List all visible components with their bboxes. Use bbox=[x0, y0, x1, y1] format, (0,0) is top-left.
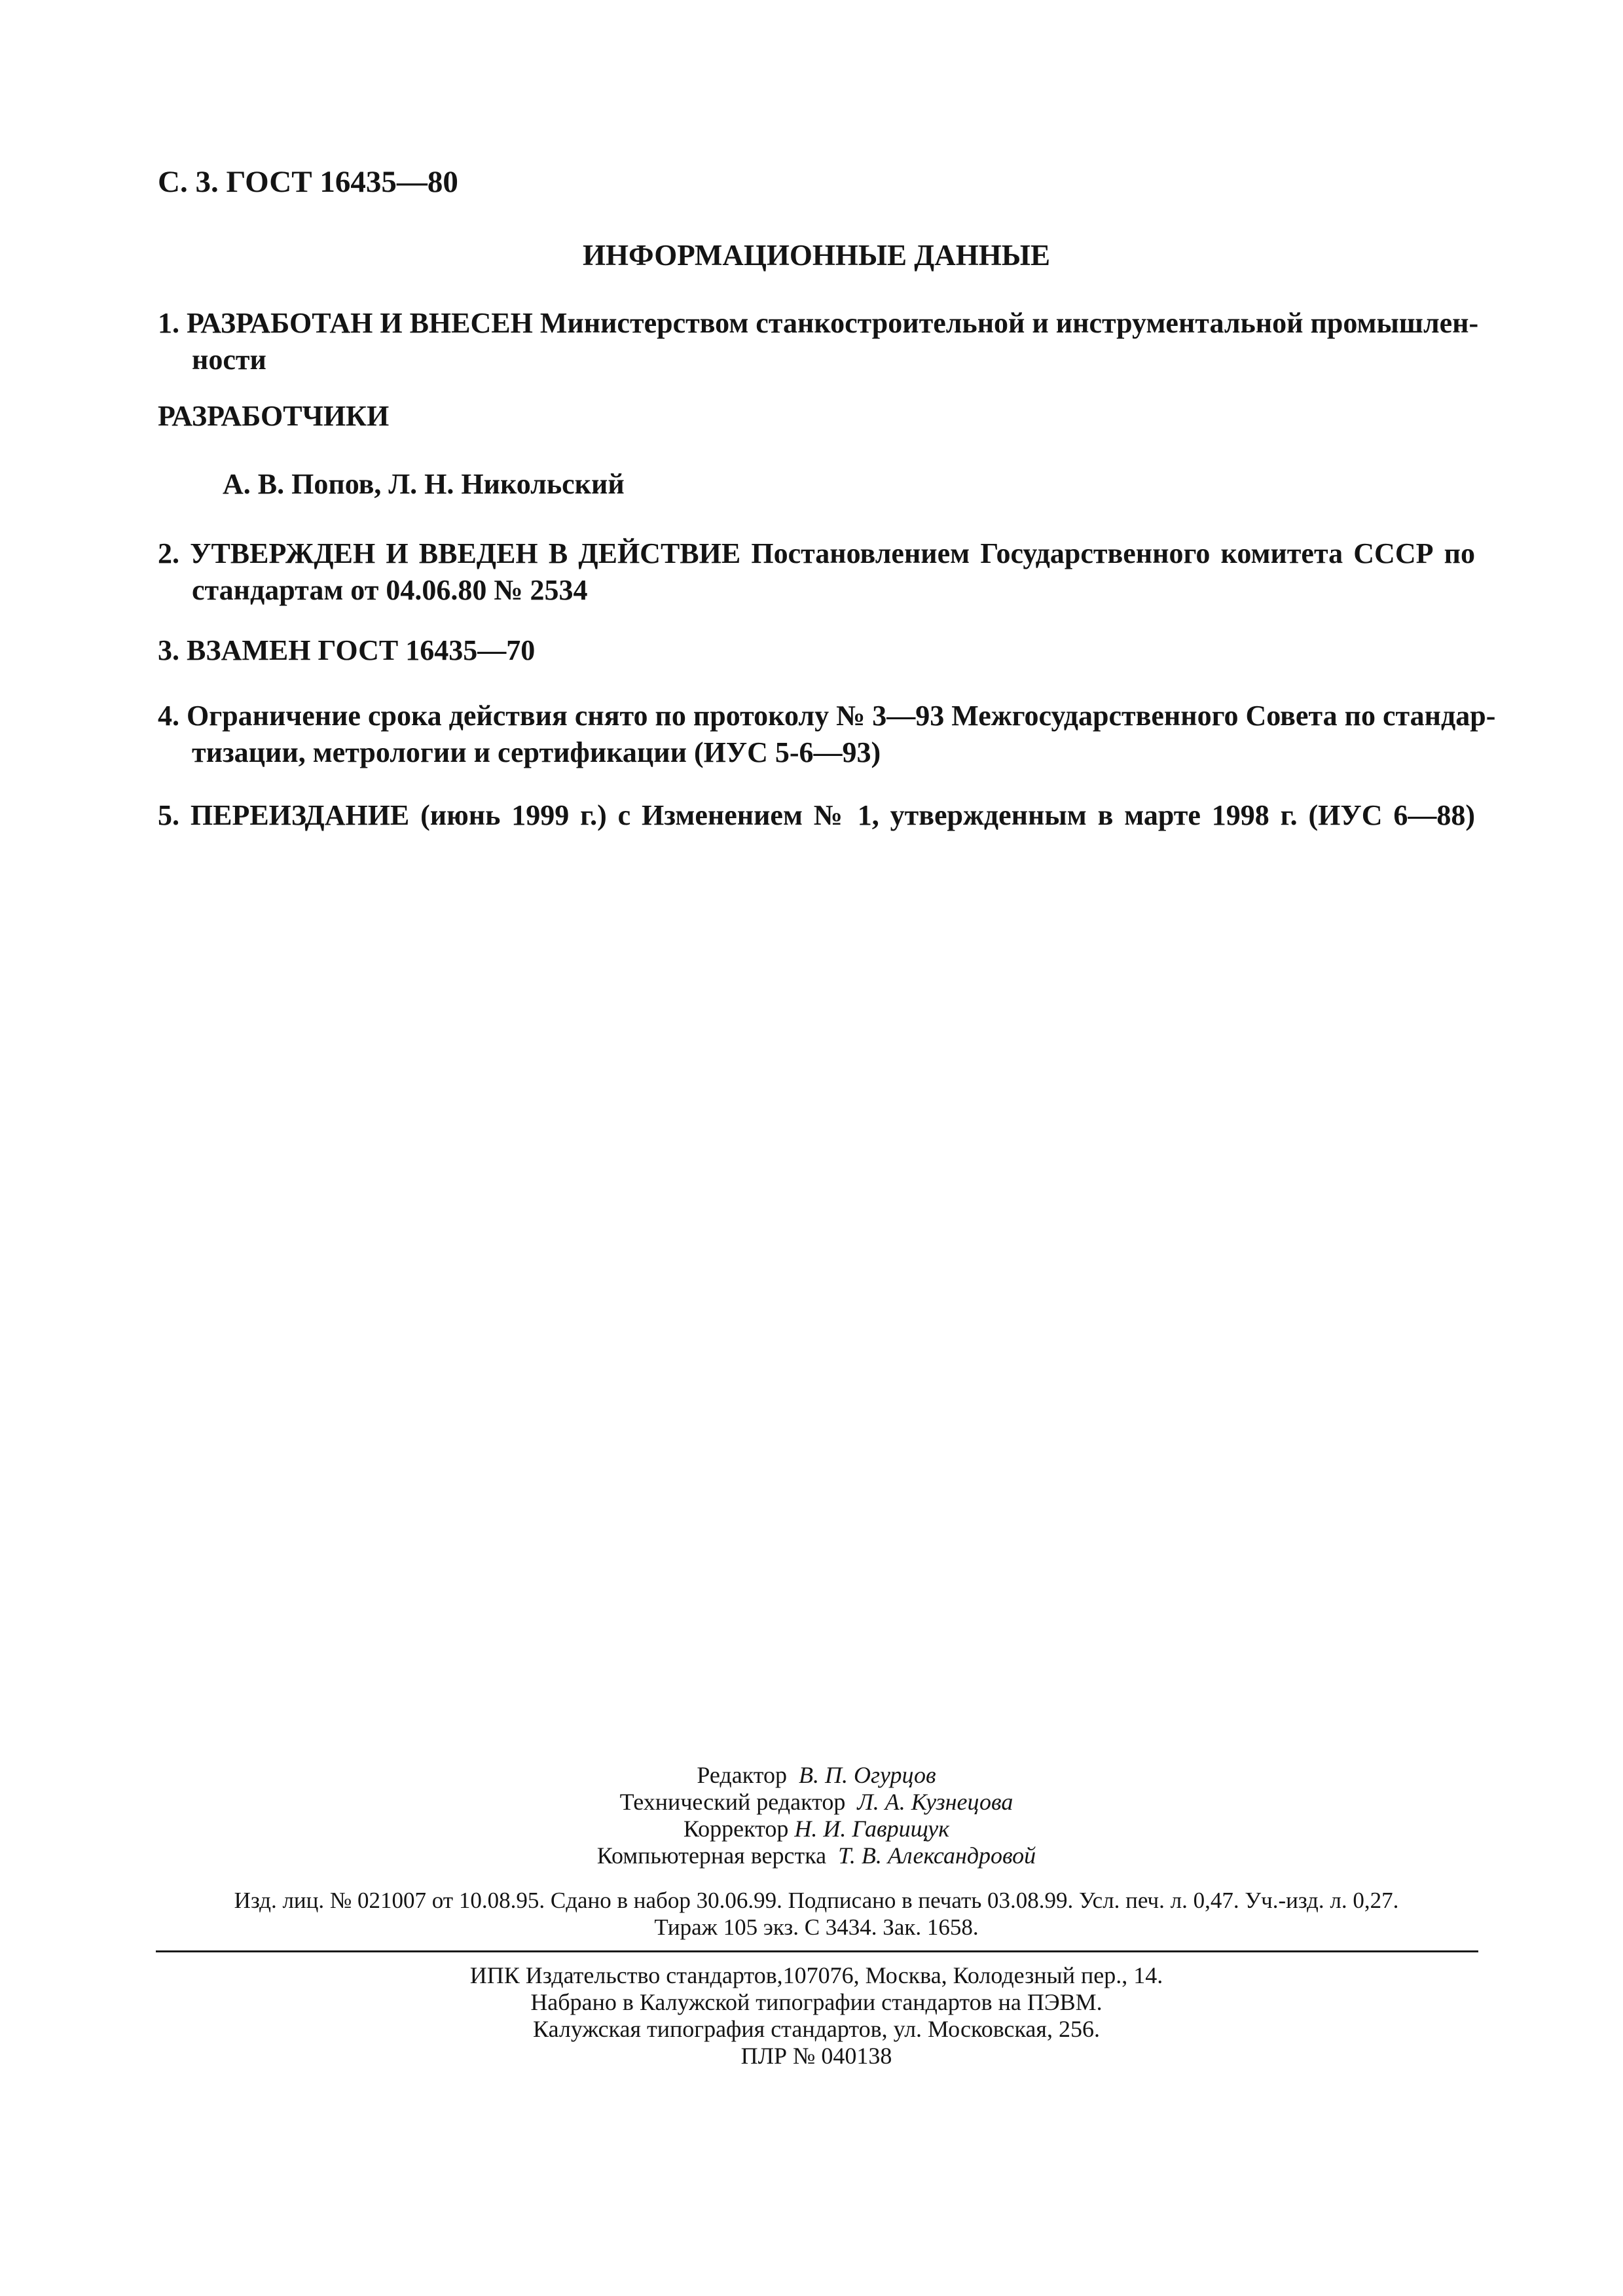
item-1-line-2: ности bbox=[192, 344, 266, 376]
item-approved bbox=[158, 535, 1475, 609]
credit-tech-editor bbox=[158, 1789, 1475, 1816]
item-reissue bbox=[158, 797, 1475, 834]
item-4-line-1: 4. Ограничение срока действия снято по протоколу № 3—93 Межгосударственного Совета по стандар- bbox=[158, 700, 1496, 732]
credit-proofreader bbox=[158, 1816, 1475, 1842]
item-validity-limit bbox=[158, 698, 1496, 771]
credit-layout-role: Компьютерная верстка bbox=[596, 1842, 827, 1869]
item-4-line-2: тизации, метрологии и сертификации (ИУС 5-6—93) bbox=[192, 736, 881, 768]
credit-tech-editor-role: Технический редактор bbox=[619, 1789, 846, 1815]
item-developed-by bbox=[158, 305, 1479, 378]
page-header: С. 3. ГОСТ 16435—80 bbox=[158, 165, 458, 199]
item-3-line-1: 3. ВЗАМЕН ГОСТ 16435—70 bbox=[158, 634, 536, 666]
item-1-line-1: 1. РАЗРАБОТАН И ВНЕСЕН Министерством станкостроительной и инструментальной промышлен- bbox=[158, 307, 1479, 339]
credits-block bbox=[158, 1762, 1475, 1869]
credit-tech-editor-name: Л. А. Кузнецова bbox=[857, 1789, 1013, 1815]
developers-heading: РАЗРАБОТЧИКИ bbox=[158, 400, 390, 432]
developers-names: А. В. Попов, Л. Н. Никольский bbox=[223, 468, 625, 500]
imprint-block bbox=[158, 1887, 1475, 1941]
imprint-line-2: Тираж 105 экз. С 3434. Зак. 1658. bbox=[654, 1914, 979, 1940]
credit-proofreader-name: Н. И. Гаврищук bbox=[794, 1816, 950, 1842]
publisher-line-1: ИПК Издательство стандартов,107076, Москва, Колодезный пер., 14. bbox=[469, 1962, 1163, 1988]
credit-editor-role: Редактор bbox=[697, 1762, 787, 1788]
item-5-line-1: 5. ПЕРЕИЗДАНИЕ (июнь 1999 г.) с Изменением № 1, утвержденным в марте 1998 г. (ИУС 6—88) bbox=[158, 799, 1475, 831]
item-replaces bbox=[158, 632, 1475, 669]
item-2-line-2: стандартам от 04.06.80 № 2534 bbox=[192, 574, 588, 606]
publisher-block bbox=[158, 1962, 1475, 2070]
credit-editor-name: В. П. Огурцов bbox=[799, 1762, 936, 1788]
page-title: ИНФОРМАЦИОННЫЕ ДАННЫЕ bbox=[583, 239, 1050, 272]
imprint-line-1: Изд. лиц. № 021007 от 10.08.95. Сдано в набор 30.06.99. Подписано в печать 03.08.99. Усл. печ. л. 0,47. Уч.-изд. л. 0,27. bbox=[234, 1888, 1399, 1913]
credit-proofreader-role: Корректор bbox=[683, 1816, 789, 1842]
credit-layout-name: Т. В. Александровой bbox=[838, 1842, 1036, 1869]
footer-divider bbox=[156, 1950, 1478, 1952]
credit-editor bbox=[158, 1762, 1475, 1789]
item-2-line-1: 2. УТВЕРЖДЕН И ВВЕДЕН В ДЕЙСТВИЕ Постановлением Государственного комитета СССР по bbox=[158, 537, 1475, 569]
credit-layout bbox=[158, 1842, 1475, 1869]
publisher-line-4: ПЛР № 040138 bbox=[740, 2043, 892, 2069]
publisher-line-3: Калужская типография стандартов, ул. Московская, 256. bbox=[533, 2016, 1100, 2042]
publisher-line-2: Набрано в Калужской типографии стандартов на ПЭВМ. bbox=[530, 1989, 1103, 2015]
